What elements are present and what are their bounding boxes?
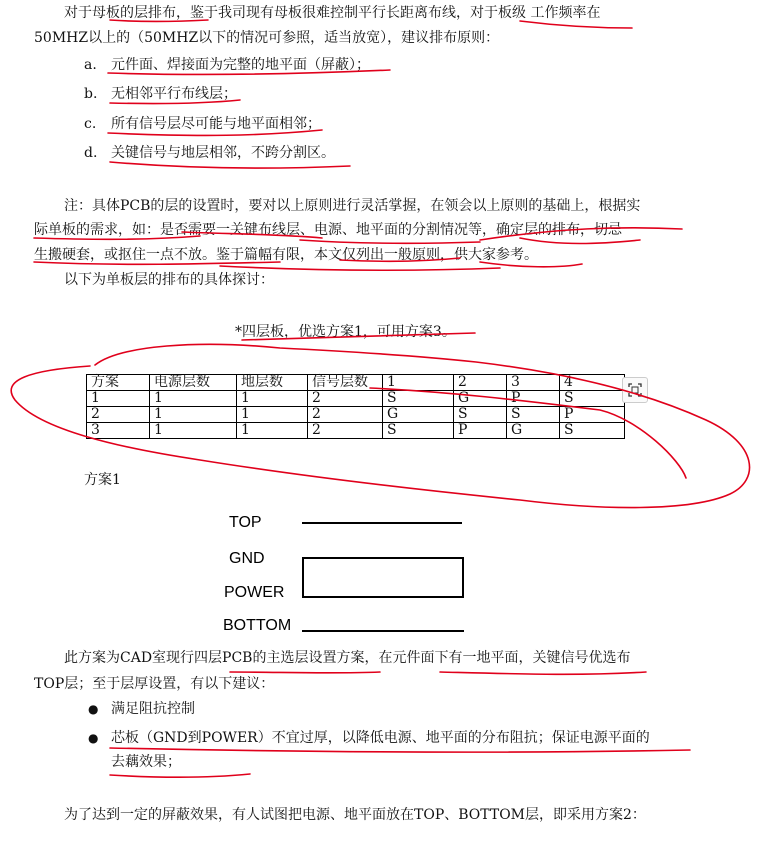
- table-header: 地层数: [237, 375, 308, 391]
- table-header: 1: [383, 375, 454, 391]
- table-cell: G: [507, 423, 560, 439]
- principle-marker: d.: [84, 145, 98, 161]
- table-row: [87, 391, 625, 407]
- table-cell: G: [383, 407, 454, 423]
- table-cell: 2: [308, 423, 383, 439]
- note-line2: 际单板的需求，如：是否需要一关键布线层、电源、地平面的分割情况等，确定层的排布，切忌: [34, 222, 622, 238]
- principle-item: 关键信号与地层相邻，不跨分割区。: [111, 145, 335, 161]
- intro-text: 以下为单板层的排布的具体探讨：: [64, 272, 274, 288]
- note-line1: 注：具体PCB的层的设置时，要对以上原则进行灵活掌握，在领会以上原则的基础上，根据实: [64, 198, 641, 214]
- diagram-label-power: POWER: [224, 584, 285, 601]
- section-title: *四层板，优选方案1，可用方案3。: [235, 324, 456, 340]
- diagram-label-bottom: BOTTOM: [223, 617, 292, 634]
- table-cell: 1: [237, 407, 308, 423]
- ink-underline: [300, 240, 480, 243]
- diagram-label-top: TOP: [229, 514, 262, 531]
- layer-stack-table: [86, 374, 625, 439]
- bullet-item-continued: 去藕效果；: [111, 754, 181, 770]
- principle-item: 所有信号层尽可能与地平面相邻；: [111, 116, 321, 132]
- table-header: 方案: [87, 375, 150, 391]
- table-cell: S: [383, 391, 454, 407]
- ink-underline: [110, 748, 690, 752]
- table-cell: P: [560, 407, 625, 423]
- para2-line2: TOP层；至于层厚设置，有以下建议：: [34, 676, 275, 692]
- principle-item: 无相邻平行布线层；: [111, 86, 237, 102]
- bullet-dot-icon: ●: [88, 702, 99, 716]
- para3: 为了达到一定的屏蔽效果，有人试图把电源、地平面放在TOP、BOTTOM层，即采用方案2：: [64, 807, 646, 823]
- bullet-item: 芯板（GND到POWER）不宜过厚，以降低电源、地平面的分布阻抗；保证电源平面的: [111, 730, 650, 746]
- table-cell: 1: [87, 391, 150, 407]
- scheme1-label: 方案1: [84, 472, 121, 488]
- table-cell: 1: [150, 423, 237, 439]
- table-cell: S: [560, 423, 625, 439]
- expand-icon[interactable]: [622, 377, 648, 403]
- table-cell: G: [454, 391, 507, 407]
- table-cell: S: [454, 407, 507, 423]
- table-cell: S: [507, 407, 560, 423]
- table-header: 信号层数: [308, 375, 383, 391]
- bullet-item: 满足阻抗控制: [111, 701, 195, 717]
- diagram-label-gnd: GND: [229, 550, 265, 567]
- table-cell: P: [454, 423, 507, 439]
- para2-line1: 此方案为CAD室现行四层PCB的主选层设置方案，在元件面下有一地平面，关键信号优选布: [64, 650, 631, 666]
- table-header-row: [87, 375, 625, 391]
- table-header: 4: [560, 375, 625, 391]
- table-row: [87, 423, 625, 439]
- table-cell: S: [560, 391, 625, 407]
- table-cell: 1: [150, 391, 237, 407]
- bullet-dot-icon: ●: [88, 731, 99, 745]
- table-header: 2: [454, 375, 507, 391]
- table-cell: 3: [87, 423, 150, 439]
- table-cell: 1: [237, 423, 308, 439]
- table-cell: 1: [150, 407, 237, 423]
- table-cell: S: [383, 423, 454, 439]
- principle-marker: c.: [84, 116, 97, 132]
- table-cell: 2: [308, 391, 383, 407]
- para1-line2: 50MHZ以上的（50MHZ以下的情况可参照，适当放宽），建议排布原则：: [34, 30, 500, 46]
- para1-line1: 对于母板的层排布，鉴于我司现有母板很难控制平行长距离布线，对于板级 工作频率在: [64, 5, 601, 21]
- table-row: [87, 407, 625, 423]
- table-header: 电源层数: [150, 375, 237, 391]
- ink-underline: [440, 672, 646, 674]
- table-cell: 2: [87, 407, 150, 423]
- table-cell: 2: [308, 407, 383, 423]
- table-cell: P: [507, 391, 560, 407]
- ink-underline: [230, 672, 380, 673]
- table-header: 3: [507, 375, 560, 391]
- principle-marker: a.: [84, 57, 97, 73]
- note-line3: 生搬硬套，或抠住一点不放。鉴于篇幅有限，本文仅列出一般原则，供大家参考。: [34, 247, 538, 263]
- principle-item: 元件面、焊接面为完整的地平面（屏蔽）；: [111, 57, 370, 73]
- table-cell: 1: [237, 391, 308, 407]
- ink-underline: [110, 774, 250, 777]
- principle-marker: b.: [84, 86, 98, 102]
